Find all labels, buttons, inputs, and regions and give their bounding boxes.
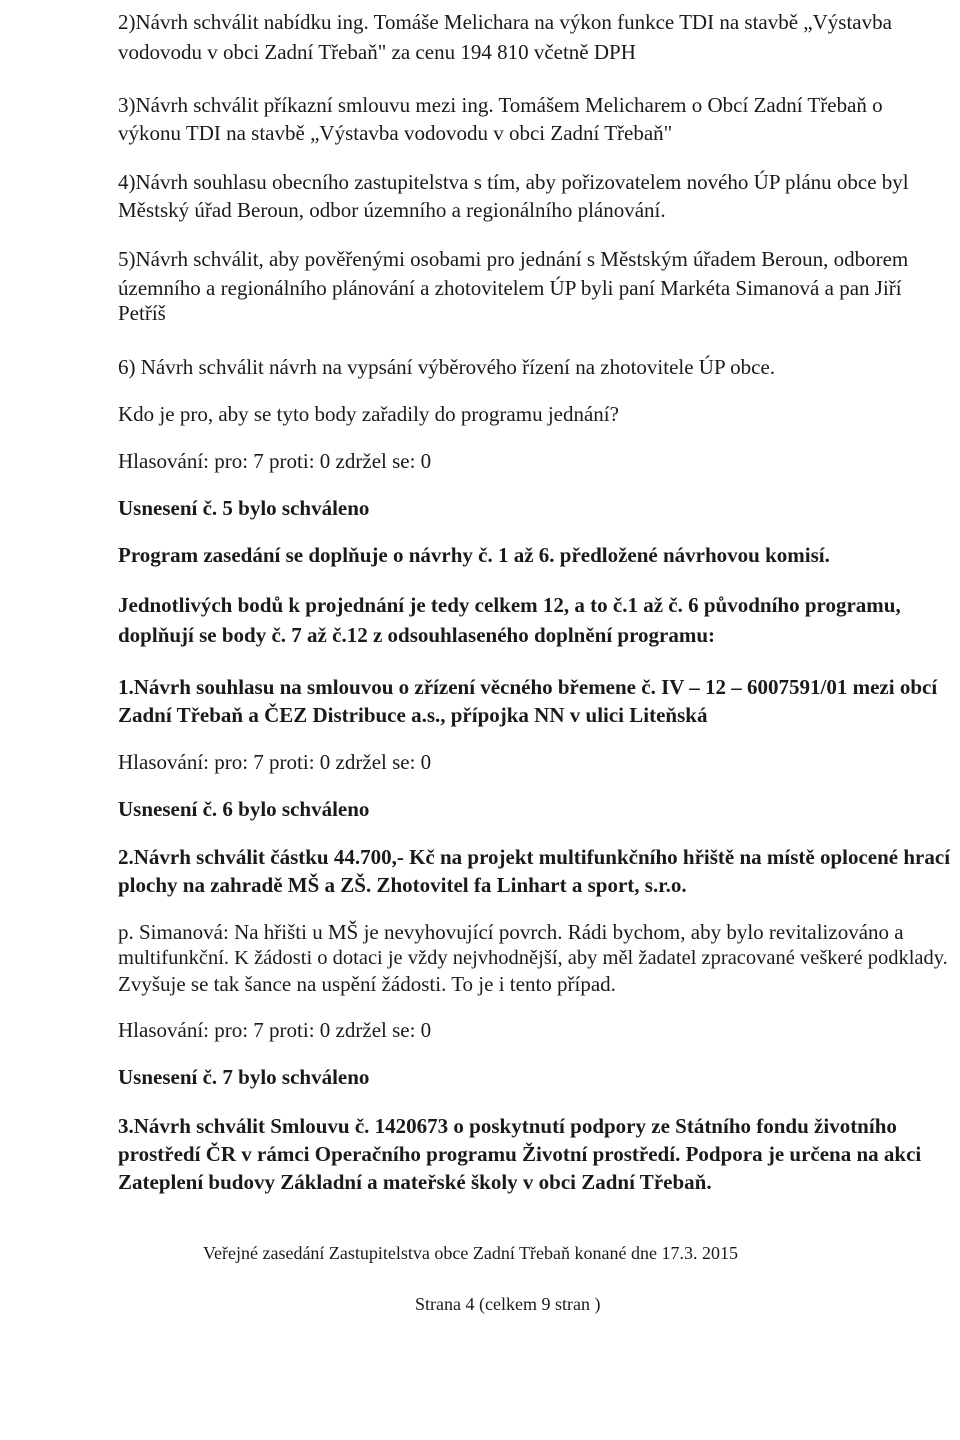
paragraph-2-line-2: vodovodu v obci Zadní Třebaň" za cenu 194 810 včetně DPH <box>118 40 636 64</box>
vote-result-3: Hlasování: pro: 7 proti: 0 zdržel se: 0 <box>118 1018 432 1042</box>
resolution-5: Usnesení č. 5 bylo schváleno <box>118 496 370 520</box>
simanova-line-2: multifunkční. K žádosti o dotaci je vždy nejvhodnější, aby měl žadatel zpracované veškeré podklady. <box>118 947 948 969</box>
total-items-line-1: Jednotlivých bodů k projednání je tedy celkem 12, a to č.1 až č. 6 původního programu, <box>118 593 901 617</box>
item-3-line-3: Zateplení budovy Základní a mateřské školy v obci Zadní Třebaň. <box>118 1170 712 1194</box>
item-3-line-2: prostředí ČR v rámci Operačního programu Životní prostředí. Podpora je určena na akci <box>118 1142 922 1166</box>
item-1-line-2: Zadní Třebaň a ČEZ Distribuce a.s., přípojka NN v ulici Liteňská <box>118 703 708 727</box>
footer-meeting-info: Veřejné zasedání Zastupitelstva obce Zadní Třebaň konané dne 17.3. 2015 <box>203 1243 738 1263</box>
agenda-question: Kdo je pro, aby se tyto body zařadily do programu jednání? <box>118 402 619 426</box>
program-note: Program zasedání se doplňuje o návrhy č. 1 až 6. předložené návrhovou komisí. <box>118 543 830 567</box>
paragraph-5-line-3: Petříš <box>118 301 166 325</box>
paragraph-2-line-1: 2)Návrh schválit nabídku ing. Tomáše Melichara na výkon funkce TDI na stavbě „Výstavba <box>118 10 892 34</box>
item-1-line-1: 1.Návrh souhlasu na smlouvou o zřízení věcného břemene č. IV – 12 – 6007591/01 mezi obcí <box>118 675 938 699</box>
vote-result-2: Hlasování: pro: 7 proti: 0 zdržel se: 0 <box>118 750 432 774</box>
simanova-line-3: Zvyšuje se tak šance na uspění žádosti. To je i tento případ. <box>118 972 616 996</box>
resolution-6: Usnesení č. 6 bylo schváleno <box>118 797 370 821</box>
item-3-line-1: 3.Návrh schválit Smlouvu č. 1420673 o poskytnutí podpory ze Státního fondu životního <box>118 1114 897 1138</box>
paragraph-3-line-2: výkonu TDI na stavbě „Výstavba vodovodu v obci Zadní Třebaň" <box>118 121 673 145</box>
vote-result-1: Hlasování: pro: 7 proti: 0 zdržel se: 0 <box>118 449 432 473</box>
paragraph-6-line-1: 6) Návrh schválit návrh na vypsání výběrového řízení na zhotovitele ÚP obce. <box>118 355 776 379</box>
resolution-7: Usnesení č. 7 bylo schváleno <box>118 1065 370 1089</box>
paragraph-5-line-1: 5)Návrh schválit, aby pověřenými osobami pro jednání s Městským úřadem Beroun, odborem <box>118 247 909 271</box>
paragraph-5-line-2: územního a regionálního plánování a zhotovitelem ÚP byli paní Markéta Simanová a pan Jiří <box>118 276 902 300</box>
paragraph-4-line-2: Městský úřad Beroun, odbor územního a regionálního plánování. <box>118 198 666 222</box>
total-items-line-2: doplňují se body č. 7 až č.12 z odsouhlaseného doplnění programu: <box>118 623 716 647</box>
paragraph-3-line-1: 3)Návrh schválit příkazní smlouvu mezi ing. Tomášem Melicharem o Obcí Zadní Třebaň o <box>118 93 883 117</box>
paragraph-4-line-1: 4)Návrh souhlasu obecního zastupitelstva s tím, aby pořizovatelem nového ÚP plánu obce byl <box>118 170 909 194</box>
simanova-line-1: p. Simanová: Na hřišti u MŠ je nevyhovující povrch. Rádi bychom, aby bylo revitalizováno a <box>118 920 904 944</box>
footer-page-number: Strana 4 (celkem 9 stran ) <box>415 1294 601 1314</box>
item-2-line-1: 2.Návrh schválit částku 44.700,- Kč na projekt multifunkčního hřiště na místě oplocené hrací <box>118 845 951 869</box>
item-2-line-2: plochy na zahradě MŠ a ZŠ. Zhotovitel fa Linhart a sport, s.r.o. <box>118 873 687 897</box>
